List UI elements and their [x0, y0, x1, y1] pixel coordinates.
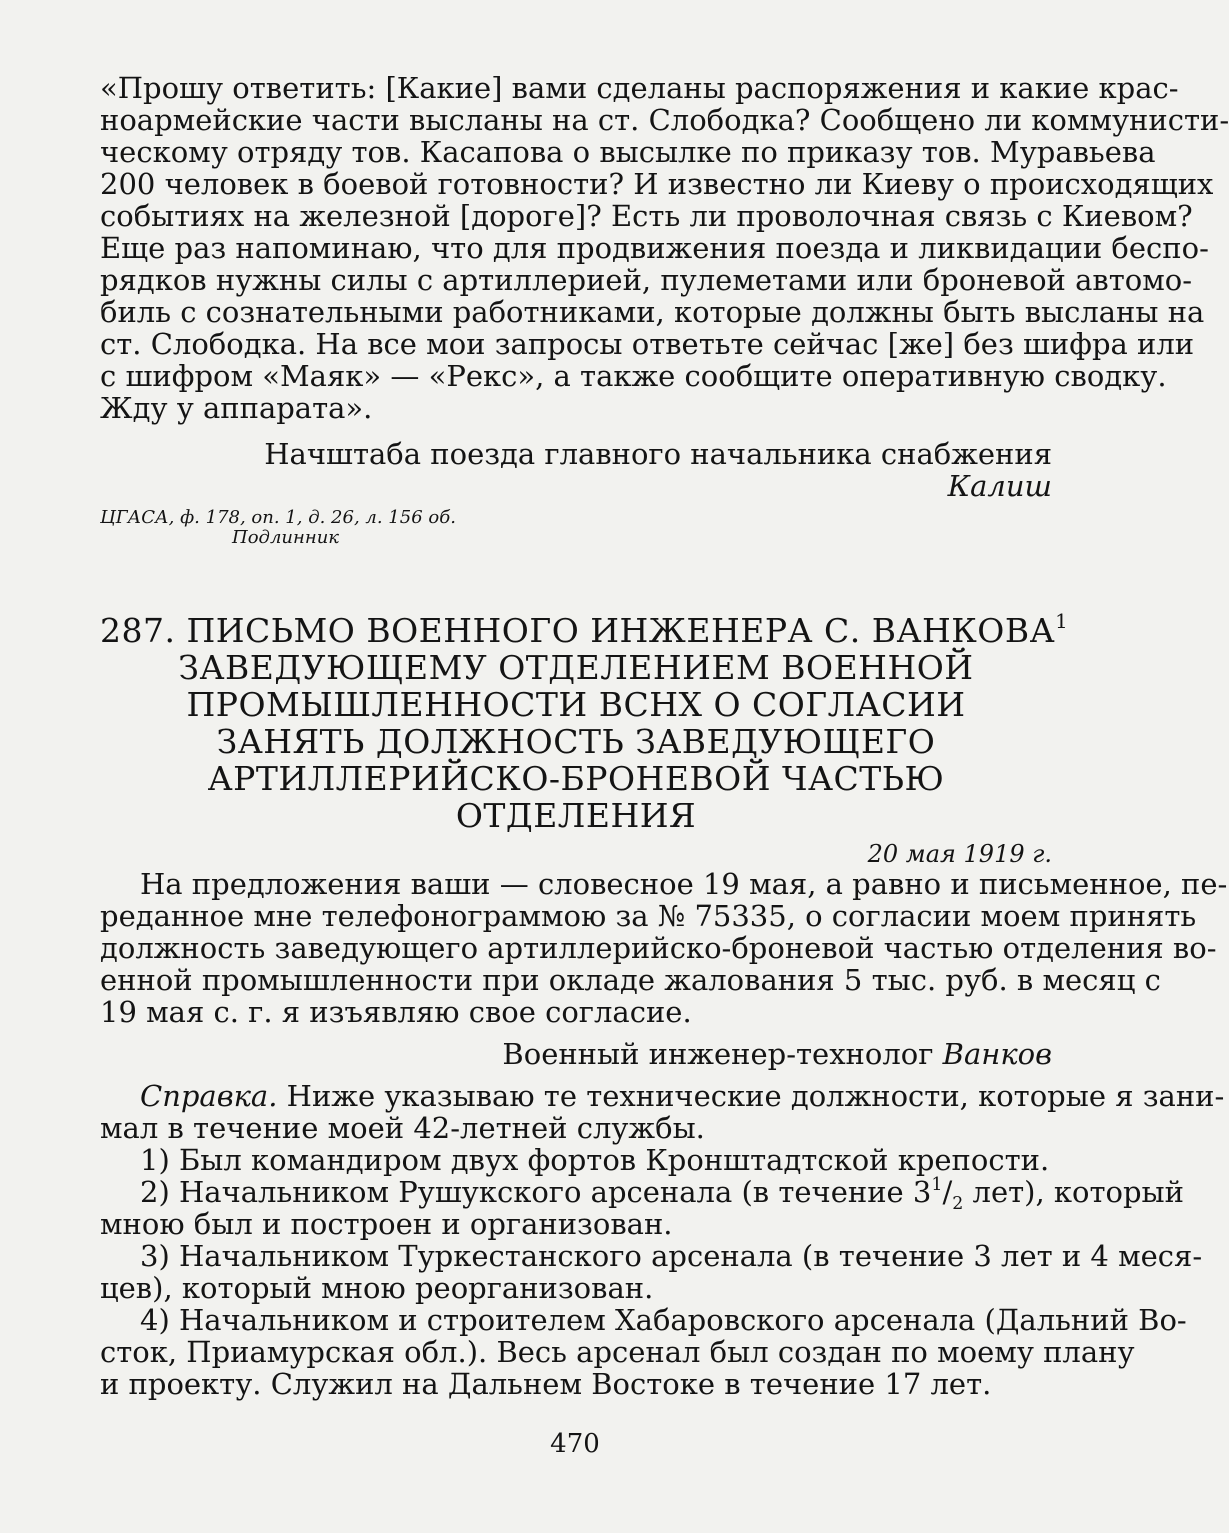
archive-reference: ЦГАСА, ф. 178, оп. 1, д. 26, л. 156 об.	[100, 507, 456, 528]
document-heading-line: ЗАВЕДУЮЩЕМУ ОТДЕЛЕНИЕМ ВОЕННОЙ	[178, 648, 974, 687]
body-line: енной промышленности при окладе жалования 5 тыс. руб. в месяц с	[100, 963, 1161, 997]
spravka-line: мал в течение моей 42-летней службы.	[100, 1111, 705, 1145]
spravka-item-cont: цев), который мною реорганизован.	[100, 1271, 654, 1305]
letter-line: рядков нужны силы с артиллерией, пулеметами или броневой автомо-	[100, 263, 1193, 297]
spravka-item: 4) Начальником и строителем Хабаровского арсенала (Дальний Во-	[140, 1303, 1187, 1337]
body-line-last: 19 мая с. г. я изъявляю свое согласие.	[100, 995, 692, 1029]
body-line: должность заведующего артиллерийско-броневой частью отделения во-	[100, 931, 1217, 965]
spravka-item: 3) Начальником Туркестанского арсенала (в течение 3 лет и 4 меся-	[140, 1239, 1203, 1273]
document-heading-line: 287. ПИСЬМО ВОЕННОГО ИНЖЕНЕРА С. ВАНКОВА$^1$	[100, 610, 1069, 650]
letter-line: 200 человек в боевой готовности? И известно ли Киеву о происходящих	[100, 167, 1214, 201]
page-number: 470	[550, 1429, 600, 1459]
spravka-item-cont: и проекту. Служил на Дальнем Востоке в течение 17 лет.	[100, 1367, 992, 1401]
letter-line: ноармейские части высланы на ст. Слободка? Сообщено ли коммунисти-	[100, 103, 1229, 137]
letter-line: событиях на железной [дороге]? Есть ли проволочная связь с Киевом?	[100, 199, 1193, 233]
spravka-line: Справка. Ниже указываю те технические должности, которые я зани-	[140, 1079, 1225, 1113]
footnote-mark: 1	[1055, 610, 1069, 634]
letter-line: с шифром «Маяк» — «Рекс», а также сообщите оперативную сводку.	[100, 359, 1167, 393]
document-heading-line: ПРОМЫШЛЕННОСТИ ВСНХ О СОГЛАСИИ	[186, 685, 966, 724]
letter-line: ст. Слободка. На все мои запросы ответьте сейчас [же] без шифра или	[100, 327, 1195, 361]
document-heading-line: АРТИЛЛЕРИЙСКО-БРОНЕВОЙ ЧАСТЬЮ	[207, 759, 945, 798]
body-line: реданное мне телефонограммою за № 75335, о согласии моем принять	[100, 899, 1197, 933]
spravka-item-cont: мною был и построен и организован.	[100, 1207, 673, 1241]
letter-signature-role: Начштаба поезда главного начальника снабжения	[264, 437, 1052, 471]
letter-line: ческому отряду тов. Касапова о высылке по приказу тов. Муравьева	[100, 135, 1156, 169]
letter-line: «Прошу ответить: [Какие] вами сделаны распоряжения и какие крас-	[100, 71, 1179, 105]
document-date: 20 мая 1919 г.	[867, 840, 1052, 868]
archive-note: Подлинник	[232, 527, 340, 548]
document-heading-line: ЗАНЯТЬ ДОЛЖНОСТЬ ЗАВЕДУЮЩЕГО	[216, 722, 936, 761]
spravka-item: 2) Начальником Рушукского арсенала (в течение $3^1/_2$ лет), который	[140, 1174, 1184, 1214]
body-line: На предложения ваши — словесное 19 мая, а равно и письменное, пе-	[140, 867, 1228, 901]
letter-line-last: Жду у аппарата».	[100, 391, 373, 425]
letter-signature-name: Калиш	[947, 469, 1052, 503]
spravka-item: 1) Был командиром двух фортов Кронштадтской крепости.	[140, 1143, 1050, 1177]
spravka-item-cont: сток, Приамурская обл.). Весь арсенал был создан по моему плану	[100, 1335, 1135, 1369]
document-heading-line: ОТДЕЛЕНИЯ	[455, 796, 697, 835]
spravka-label: Справка.	[140, 1079, 278, 1113]
body-signature: Военный инженер-технолог Ванков	[502, 1037, 1052, 1071]
letter-line: биль с сознательными работниками, которые должны быть высланы на	[100, 295, 1205, 329]
letter-line: Еще раз напоминаю, что для продвижения поезда и ликвидации беспо-	[100, 231, 1209, 265]
